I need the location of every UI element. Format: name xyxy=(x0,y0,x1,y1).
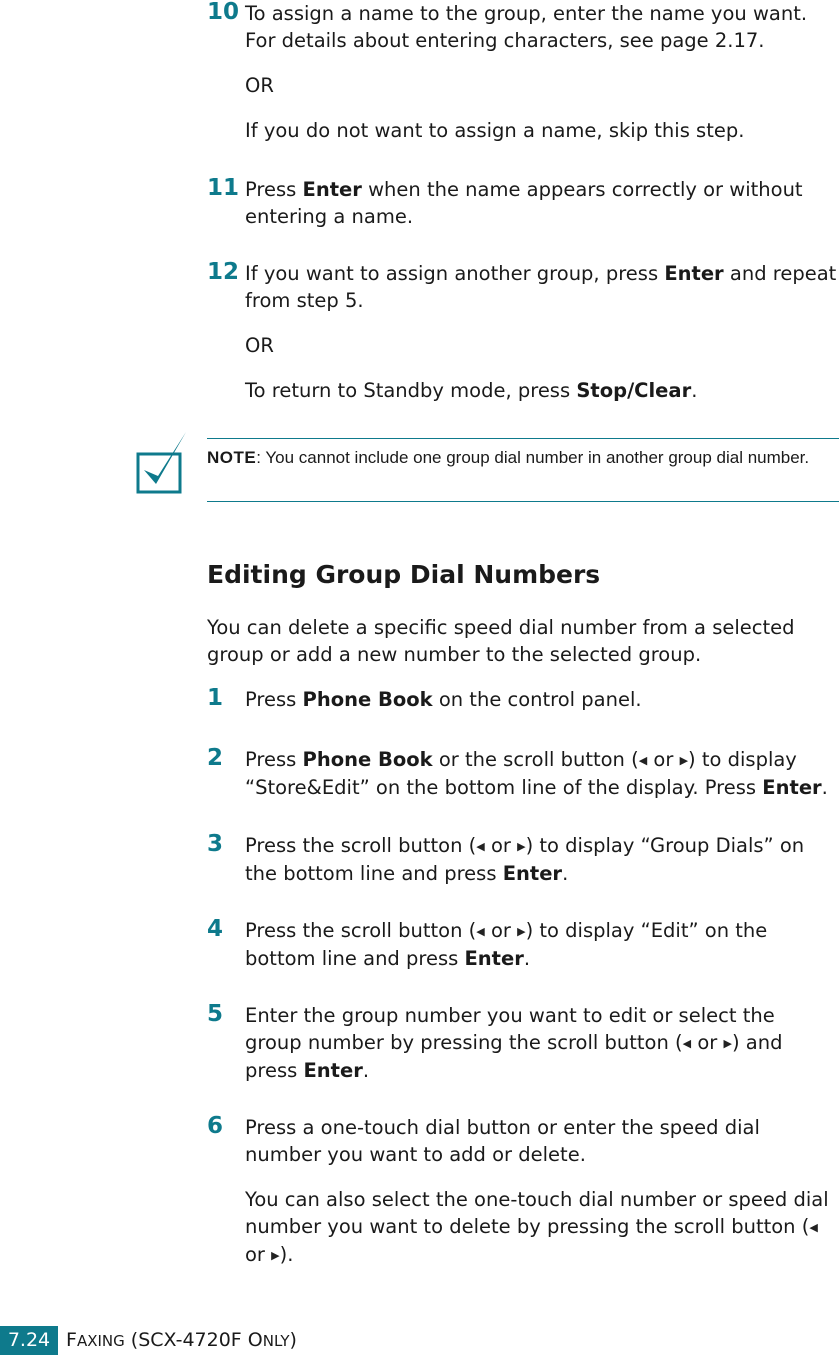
step-number: 6 xyxy=(207,1113,224,1139)
step-paragraph xyxy=(245,377,837,404)
step-paragraph xyxy=(245,686,837,713)
step-paragraph xyxy=(245,1186,837,1269)
note-box xyxy=(207,438,839,502)
key-name: Enter xyxy=(303,1059,363,1082)
text-run: To assign a name to the group, enter the name you want. For details about entering characters, see page 2.17. xyxy=(245,2,808,52)
text-run: To return to Standby mode, press xyxy=(245,379,577,402)
text-run: ) and press xyxy=(245,1031,783,1082)
step-number: 4 xyxy=(207,916,224,942)
step-number: 3 xyxy=(207,831,224,857)
text-run: when the name appears correctly or without entering a name. xyxy=(245,178,803,228)
step-text xyxy=(245,832,837,887)
scroll-right-icon: ▶ xyxy=(723,1037,732,1050)
scroll-right-icon: ▶ xyxy=(679,754,689,767)
step-number: 2 xyxy=(207,745,224,771)
text-run: Press a one-touch dial button or enter the speed dial number you want to add or delete. xyxy=(245,1116,760,1166)
step-paragraph xyxy=(245,917,837,972)
step-text xyxy=(245,0,837,144)
key-name: Enter xyxy=(302,178,362,201)
text-run: . xyxy=(362,1059,370,1082)
chapter-title: FAXING (SCX-4720F ONLY) xyxy=(66,1329,297,1351)
step-paragraph xyxy=(245,117,837,144)
text-run: or xyxy=(484,919,518,942)
step-paragraph xyxy=(245,1114,837,1168)
section-heading: Editing Group Dial Numbers xyxy=(207,560,601,589)
text-run: . xyxy=(691,379,698,402)
text-run: Press xyxy=(245,178,303,201)
note-body: : You cannot include one group dial number in another group dial number. xyxy=(256,448,810,467)
text-run: Press the scroll button ( xyxy=(245,834,477,857)
step-text xyxy=(245,746,837,801)
key-name: Stop/Clear xyxy=(576,379,692,402)
step-paragraph xyxy=(245,332,837,359)
scroll-left-icon: ◀ xyxy=(476,840,485,853)
text-run: . xyxy=(562,862,569,885)
text-run: Enter the group number you want to edit or select the group number by pressing the scroll button ( xyxy=(245,1004,775,1054)
step-text xyxy=(245,686,837,713)
text-run: ). xyxy=(279,1243,294,1266)
text-run: or xyxy=(484,834,518,857)
scroll-left-icon: ◀ xyxy=(476,925,485,938)
step-text xyxy=(245,260,837,404)
note-text xyxy=(207,447,837,468)
key-name: Phone Book xyxy=(302,748,433,771)
text-run: or the scroll button ( xyxy=(432,748,639,771)
scroll-left-icon: ◀ xyxy=(682,1037,692,1050)
text-run: or xyxy=(691,1031,724,1054)
key-name: Enter xyxy=(502,862,563,885)
text-run: If you do not want to assign a name, skip this step. xyxy=(245,119,745,142)
step-text xyxy=(245,1114,837,1269)
step-paragraph xyxy=(245,746,837,801)
step-text xyxy=(245,1002,837,1084)
step-paragraph xyxy=(245,0,837,54)
key-name: Phone Book xyxy=(302,688,433,711)
text-run: OR xyxy=(245,334,274,357)
scroll-right-icon: ▶ xyxy=(271,1249,280,1262)
step-text xyxy=(245,176,837,230)
text-run: ) to display “Store&Edit” on the bottom line of the display. Press xyxy=(245,748,797,799)
text-run: ) to display “Group Dials” on the bottom line and press xyxy=(245,834,805,885)
checkmark-note-icon xyxy=(134,428,190,496)
key-name: Enter xyxy=(464,947,524,970)
text-run: Press xyxy=(245,748,303,771)
text-run: on the control panel. xyxy=(432,688,642,711)
step-number: 10 xyxy=(207,0,240,25)
text-run: ) to display “Edit” on the bottom line and press xyxy=(245,919,768,970)
page-number: 7.24 xyxy=(0,1326,58,1355)
text-run: or xyxy=(647,748,680,771)
step-number: 5 xyxy=(207,1001,224,1027)
text-run: If you want to assign another group, press xyxy=(245,262,665,285)
scroll-left-icon: ◀ xyxy=(638,754,648,767)
step-paragraph xyxy=(245,832,837,887)
text-run: . xyxy=(821,776,828,799)
note-label: NOTE xyxy=(207,448,257,467)
text-run: Press xyxy=(245,688,303,711)
step-text xyxy=(245,917,837,972)
scroll-right-icon: ▶ xyxy=(517,925,526,938)
step-number: 11 xyxy=(207,175,240,201)
text-run: and repeat from step 5. xyxy=(245,262,837,312)
key-name: Enter xyxy=(664,262,724,285)
text-run: Press the scroll button ( xyxy=(245,919,477,942)
scroll-right-icon: ▶ xyxy=(517,840,526,853)
scroll-left-icon: ◀ xyxy=(809,1221,818,1234)
step-paragraph xyxy=(245,1002,837,1084)
text-run: You can also select the one-touch dial number or speed dial number you want to delete by pressing the scroll button ( xyxy=(245,1188,829,1238)
key-name: Enter xyxy=(762,776,822,799)
step-paragraph xyxy=(245,176,837,230)
section-intro: You can delete a specific speed dial number from a selected group or add a new number to the selected group. xyxy=(207,616,795,666)
text-run: . xyxy=(523,947,531,970)
step-paragraph xyxy=(245,260,837,314)
step-paragraph xyxy=(245,72,837,99)
step-number: 12 xyxy=(207,259,240,285)
step-number: 1 xyxy=(207,685,224,711)
text-run: OR xyxy=(245,74,274,97)
text-run: or xyxy=(245,1243,272,1266)
